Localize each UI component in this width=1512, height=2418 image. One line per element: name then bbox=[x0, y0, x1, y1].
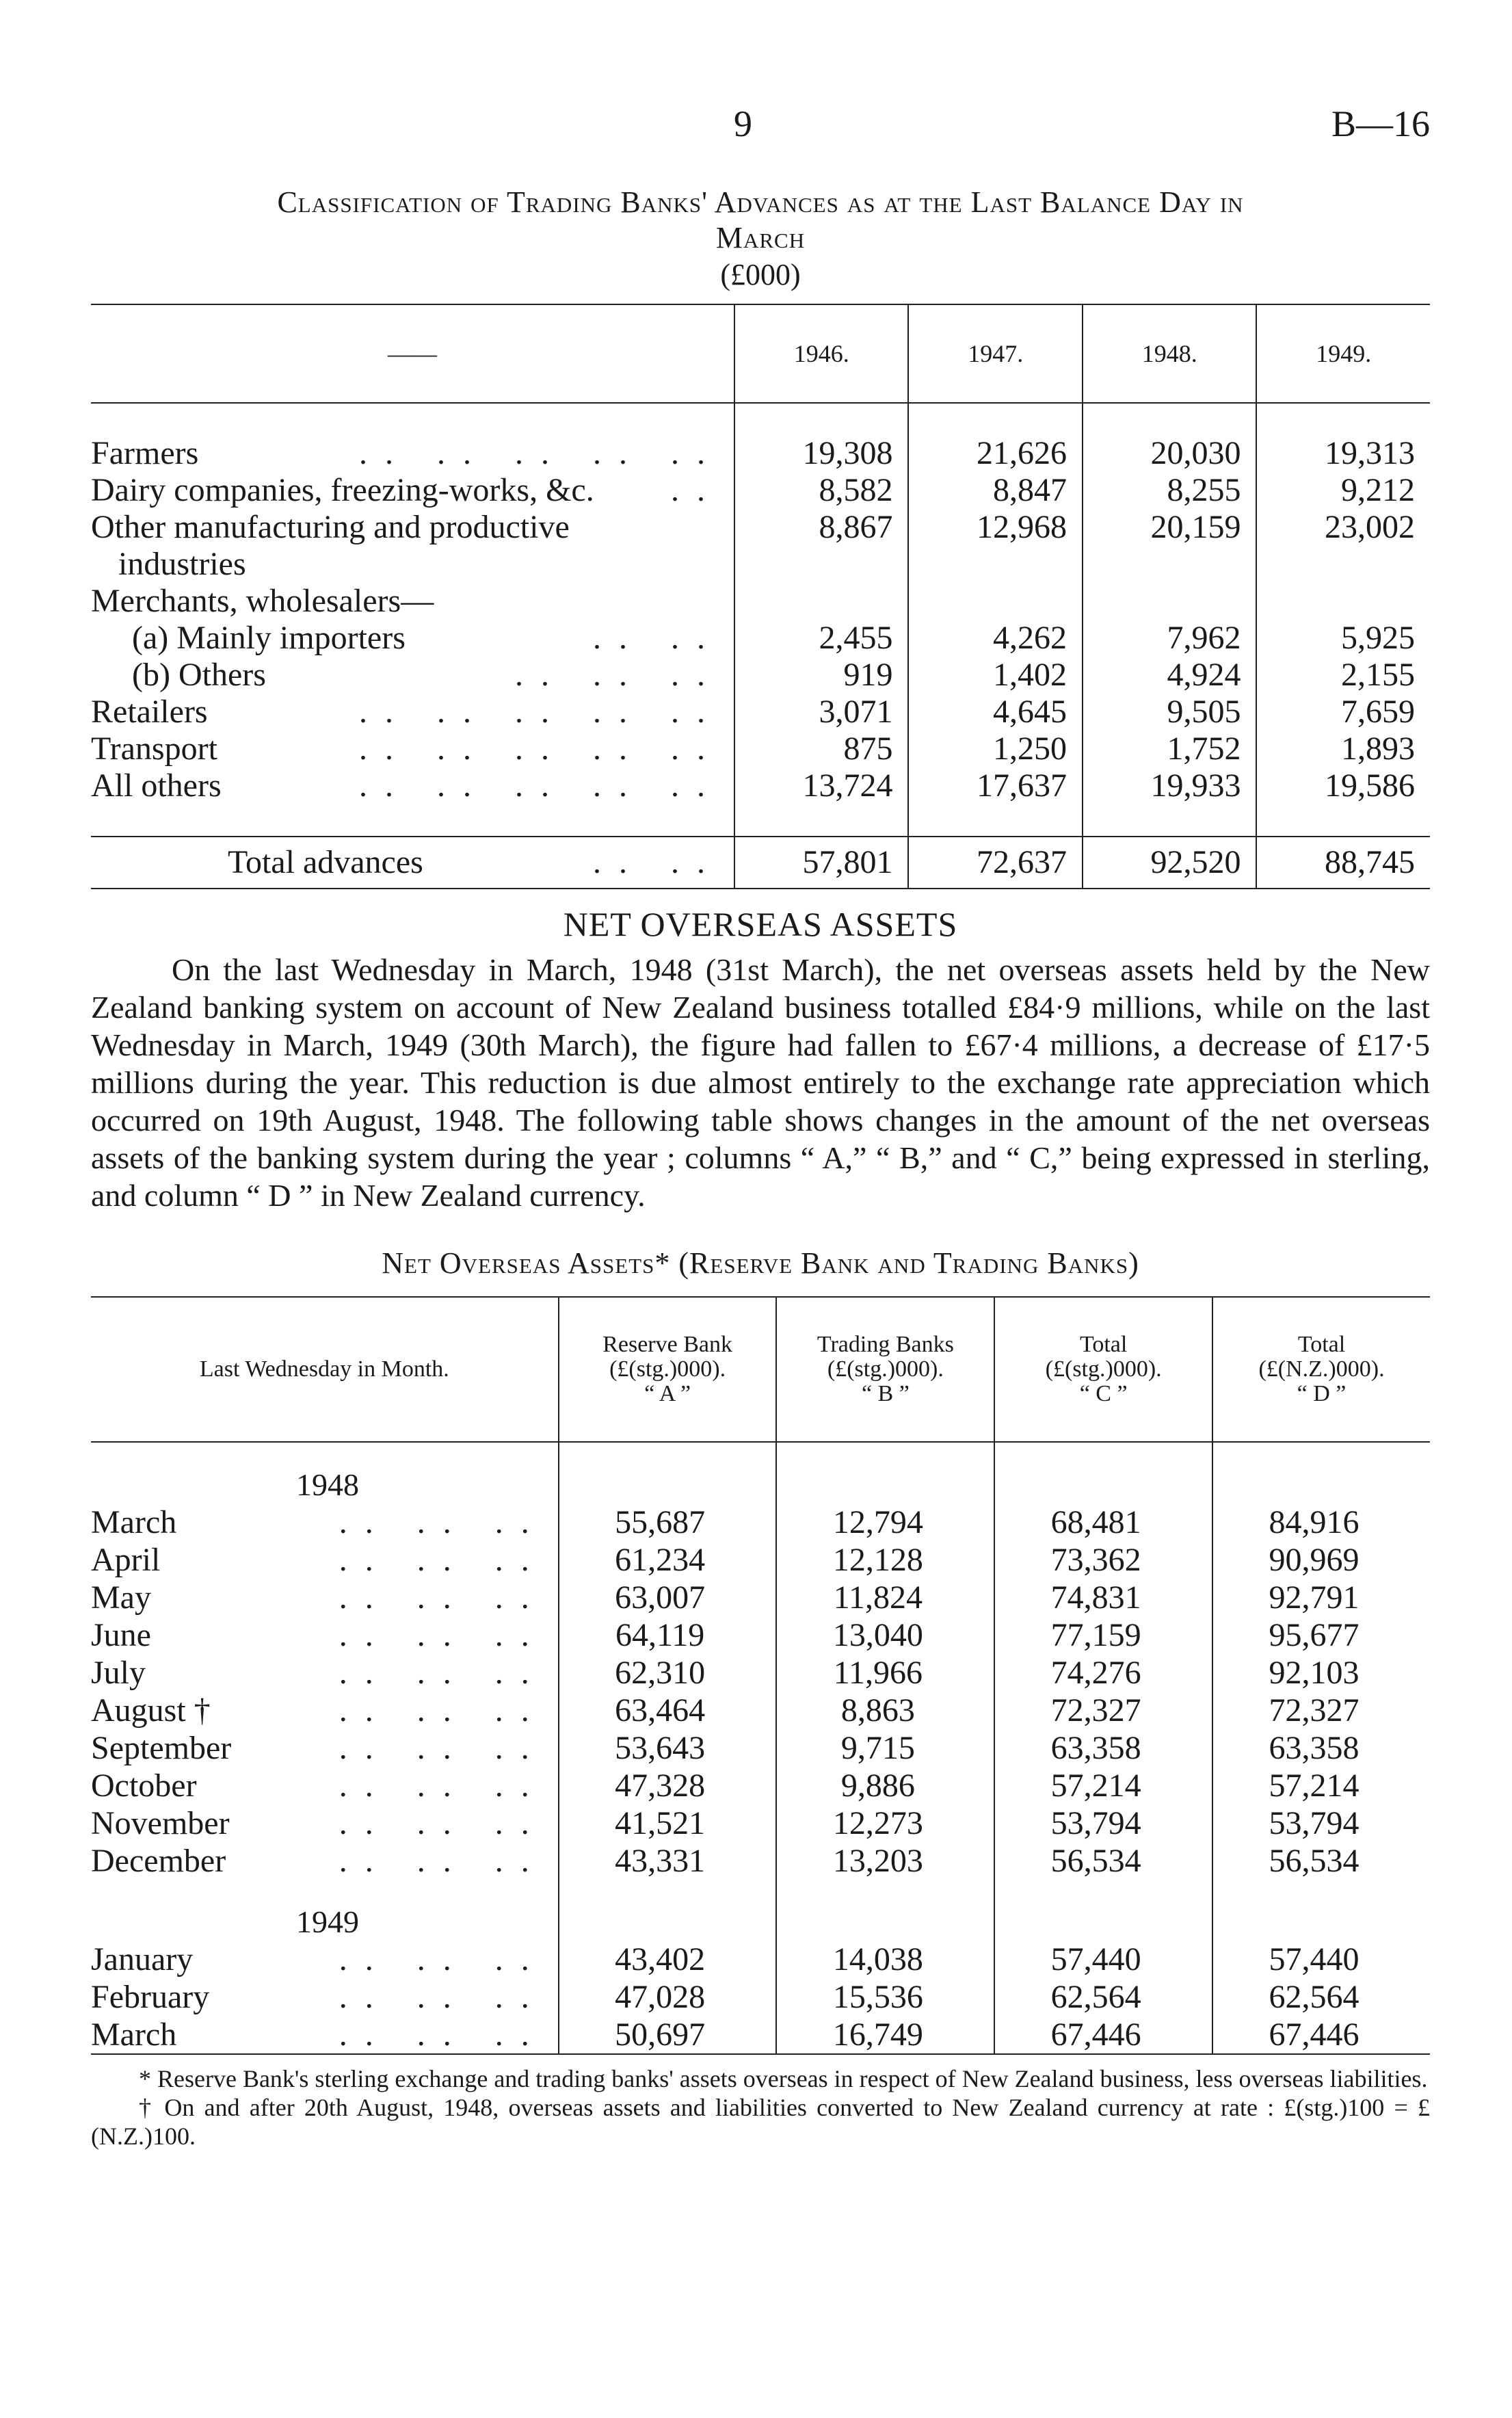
row-label: All others bbox=[91, 767, 222, 804]
cell: 1,402 bbox=[908, 657, 1083, 694]
cell: 90,969 bbox=[1212, 1541, 1430, 1579]
page-number: 9 bbox=[734, 103, 752, 144]
col-total-stg bbox=[994, 1297, 1212, 1442]
cell: 72,327 bbox=[994, 1692, 1212, 1729]
cell: 1,893 bbox=[1256, 731, 1430, 767]
cell: 12,968 bbox=[908, 509, 1083, 546]
cell: 67,446 bbox=[1212, 2016, 1430, 2054]
table-row: (a) Mainly importers .. .. 2,455 4,262 7,962 5,925 bbox=[91, 620, 1430, 657]
cell: 43,402 bbox=[559, 1941, 777, 1978]
cell: 53,794 bbox=[1212, 1804, 1430, 1842]
cell: 8,863 bbox=[776, 1692, 994, 1729]
cell: 8,582 bbox=[734, 472, 909, 509]
cell: 77,159 bbox=[994, 1616, 1212, 1654]
month-label: December bbox=[91, 1843, 226, 1879]
table-row bbox=[91, 509, 1430, 546]
assets-stub-header: Last Wednesday in Month. bbox=[91, 1297, 559, 1442]
body-paragraph: On the last Wednesday in March, 1948 (31st March), the net overseas assets held by the New Zealand banking system on account of New Zealand business totalled £84·9 millions, while on the last Wednesday in March, 1949 (30th March), the figure had fallen to £67·4 millions, a decrease of £17·5 millions during the year. This reduction is due almost entirely to the exchange rate appreciation which occurred on 19th August, 1948. The following table shows changes in the amount of the net overseas assets of the banking system during the year ; columns “ A,” “ B,” and “ C,” being expressed in sterling, and column “ D ” in New Zealand currency. bbox=[91, 952, 1430, 1213]
col-unit: (£(stg.)000). bbox=[609, 1356, 726, 1382]
table-row: May .. .. .. 63,007 11,824 74,831 92,791 bbox=[91, 1579, 1430, 1616]
col-total-nz bbox=[1212, 1297, 1430, 1442]
cell: 63,464 bbox=[559, 1692, 777, 1729]
cell: 13,040 bbox=[776, 1616, 994, 1654]
advances-table-caption-line2: March bbox=[715, 221, 806, 254]
cell: 74,831 bbox=[994, 1579, 1212, 1616]
year-label: 1948 bbox=[296, 1467, 359, 1502]
cell: 21,626 bbox=[908, 435, 1083, 472]
table-row: August † .. .. .. 63,464 8,863 72,327 72,327 bbox=[91, 1692, 1430, 1729]
table-row: January .. .. .. 43,402 14,038 57,440 57,440 bbox=[91, 1941, 1430, 1978]
page-header bbox=[91, 0, 1430, 185]
advances-col-1947: 1947. bbox=[908, 304, 1083, 403]
table-row bbox=[91, 583, 1430, 620]
cell: 92,103 bbox=[1212, 1654, 1430, 1692]
cell: 1,752 bbox=[1083, 731, 1257, 767]
table-row bbox=[91, 546, 1430, 583]
cell: 3,071 bbox=[734, 694, 909, 731]
assets-table-caption: Net Overseas Assets* (Reserve Bank and Trading Banks) bbox=[382, 1246, 1139, 1280]
year-label: 1949 bbox=[296, 1904, 359, 1939]
advances-stub-header: —— bbox=[91, 304, 734, 403]
cell: 50,697 bbox=[559, 2016, 777, 2054]
col-letter: “ D ” bbox=[1297, 1381, 1347, 1406]
cell: 23,002 bbox=[1256, 509, 1430, 546]
cell: 95,677 bbox=[1212, 1616, 1430, 1654]
cell: 7,962 bbox=[1083, 620, 1257, 657]
row-label: Merchants, wholesalers— bbox=[91, 583, 434, 619]
cell: 4,645 bbox=[908, 694, 1083, 731]
cell: 41,521 bbox=[559, 1804, 777, 1842]
col-unit: (£(stg.)000). bbox=[827, 1356, 944, 1382]
year-row bbox=[91, 1442, 1430, 1503]
cell: 19,933 bbox=[1083, 767, 1257, 804]
cell: 56,534 bbox=[1212, 1842, 1430, 1880]
month-label: February bbox=[91, 1979, 210, 2015]
cell: 64,119 bbox=[559, 1616, 777, 1654]
table-row: July .. .. .. 62,310 11,966 74,276 92,103 bbox=[91, 1654, 1430, 1692]
cell: 19,586 bbox=[1256, 767, 1430, 804]
cell: 9,505 bbox=[1083, 694, 1257, 731]
cell: 919 bbox=[734, 657, 909, 694]
col-unit: (£(N.Z.)000). bbox=[1258, 1356, 1385, 1382]
document-reference: B—16 bbox=[1331, 103, 1430, 144]
cell: 68,481 bbox=[994, 1503, 1212, 1541]
month-label: January bbox=[91, 1941, 194, 1977]
month-label: August † bbox=[91, 1692, 211, 1729]
total-cell: 72,637 bbox=[908, 837, 1083, 889]
cell: 63,358 bbox=[994, 1729, 1212, 1767]
cell: 4,924 bbox=[1083, 657, 1257, 694]
cell: 8,255 bbox=[1083, 472, 1257, 509]
cell: 12,128 bbox=[776, 1541, 994, 1579]
cell: 1,250 bbox=[908, 731, 1083, 767]
advances-header-row bbox=[91, 304, 1430, 403]
cell: 16,749 bbox=[776, 2016, 994, 2054]
col-title: Reserve Bank bbox=[602, 1332, 732, 1357]
cell: 17,637 bbox=[908, 767, 1083, 804]
advances-col-1949: 1949. bbox=[1256, 304, 1430, 403]
table-row: All others .. .. .. .. .. 13,724 17,637 19,933 19,586 bbox=[91, 767, 1430, 804]
table-row: March .. .. .. 55,687 12,794 68,481 84,916 bbox=[91, 1503, 1430, 1541]
cell: 2,455 bbox=[734, 620, 909, 657]
cell: 43,331 bbox=[559, 1842, 777, 1880]
col-reserve-bank bbox=[559, 1297, 777, 1442]
table-row: September .. .. .. 53,643 9,715 63,358 63,358 bbox=[91, 1729, 1430, 1767]
month-label: November bbox=[91, 1805, 230, 1841]
cell: 74,276 bbox=[994, 1654, 1212, 1692]
cell: 12,794 bbox=[776, 1503, 994, 1541]
advances-table-caption: Classification of Trading Banks' Advances as at the Last Balance Day in bbox=[277, 185, 1244, 219]
row-label: Dairy companies, freezing-works, &c. bbox=[91, 472, 594, 508]
cell: 62,564 bbox=[1212, 1978, 1430, 2016]
cell: 62,564 bbox=[994, 1978, 1212, 2016]
cell: 73,362 bbox=[994, 1541, 1212, 1579]
cell: 9,715 bbox=[776, 1729, 994, 1767]
total-cell: 92,520 bbox=[1083, 837, 1257, 889]
advances-table-unit: (£000) bbox=[720, 258, 801, 291]
month-label: September bbox=[91, 1730, 232, 1766]
cell: 9,212 bbox=[1256, 472, 1430, 509]
month-label: March bbox=[91, 1504, 177, 1540]
cell: 9,886 bbox=[776, 1767, 994, 1804]
table-row: October .. .. .. 47,328 9,886 57,214 57,214 bbox=[91, 1767, 1430, 1804]
month-label: October bbox=[91, 1767, 197, 1804]
cell: 11,966 bbox=[776, 1654, 994, 1692]
table-row: November .. .. .. 41,521 12,273 53,794 53,794 bbox=[91, 1804, 1430, 1842]
section-title: NET OVERSEAS ASSETS bbox=[563, 905, 958, 943]
cell: 14,038 bbox=[776, 1941, 994, 1978]
row-label: (a) Mainly importers bbox=[132, 620, 406, 656]
cell: 63,358 bbox=[1212, 1729, 1430, 1767]
cell: 92,791 bbox=[1212, 1579, 1430, 1616]
cell: 47,028 bbox=[559, 1978, 777, 2016]
cell: 53,643 bbox=[559, 1729, 777, 1767]
advances-col-1946: 1946. bbox=[734, 304, 909, 403]
cell: 875 bbox=[734, 731, 909, 767]
cell: 19,308 bbox=[734, 435, 909, 472]
cell: 57,440 bbox=[994, 1941, 1212, 1978]
footnotes bbox=[91, 2064, 1430, 2151]
cell: 13,203 bbox=[776, 1842, 994, 1880]
cell: 53,794 bbox=[994, 1804, 1212, 1842]
cell: 63,007 bbox=[559, 1579, 777, 1616]
table-row: (b) Others .. .. .. 919 1,402 4,924 2,155 bbox=[91, 657, 1430, 694]
total-label: Total advances bbox=[228, 844, 423, 880]
col-trading-banks bbox=[776, 1297, 994, 1442]
table-row: April .. .. .. 61,234 12,128 73,362 90,969 bbox=[91, 1541, 1430, 1579]
cell: 11,824 bbox=[776, 1579, 994, 1616]
row-label: (b) Others bbox=[132, 657, 266, 693]
cell: 20,030 bbox=[1083, 435, 1257, 472]
month-label: July bbox=[91, 1655, 146, 1691]
col-letter: “ C ” bbox=[1079, 1381, 1128, 1406]
cell: 8,867 bbox=[734, 509, 909, 546]
table-row: June .. .. .. 64,119 13,040 77,159 95,677 bbox=[91, 1616, 1430, 1654]
cell: 84,916 bbox=[1212, 1503, 1430, 1541]
cell: 57,214 bbox=[1212, 1767, 1430, 1804]
row-label: Other manufacturing and productive bbox=[91, 509, 570, 545]
cell: 13,724 bbox=[734, 767, 909, 804]
cell: 19,313 bbox=[1256, 435, 1430, 472]
month-label: June bbox=[91, 1617, 151, 1653]
cell: 5,925 bbox=[1256, 620, 1430, 657]
cell: 72,327 bbox=[1212, 1692, 1430, 1729]
table-row: Retailers .. .. .. .. .. 3,071 4,645 9,505 7,659 bbox=[91, 694, 1430, 731]
cell: 8,847 bbox=[908, 472, 1083, 509]
total-cell: 88,745 bbox=[1256, 837, 1430, 889]
table-row: December .. .. .. 43,331 13,203 56,534 56,534 bbox=[91, 1842, 1430, 1880]
cell: 61,234 bbox=[559, 1541, 777, 1579]
assets-body bbox=[91, 1442, 1430, 2054]
table-row: March .. .. .. 50,697 16,749 67,446 67,446 bbox=[91, 2016, 1430, 2054]
cell: 12,273 bbox=[776, 1804, 994, 1842]
cell: 20,159 bbox=[1083, 509, 1257, 546]
footnote-star: * Reserve Bank's sterling exchange and trading banks' assets overseas in respect of New Zealand business, less overseas liabilities. bbox=[139, 2065, 1428, 2092]
row-label: industries bbox=[118, 546, 246, 582]
col-letter: “ B ” bbox=[861, 1381, 910, 1406]
footnote-dagger: † On and after 20th August, 1948, overseas assets and liabilities converted to New Zealand currency at rate : £(stg.)100 = £(N.Z.)100. bbox=[91, 2094, 1430, 2150]
cell: 57,440 bbox=[1212, 1941, 1430, 1978]
cell: 15,536 bbox=[776, 1978, 994, 2016]
cell: 57,214 bbox=[994, 1767, 1212, 1804]
table-row: Dairy companies, freezing-works, &c. .. 8,582 8,847 8,255 9,212 bbox=[91, 472, 1430, 509]
advances-table bbox=[91, 304, 1430, 889]
total-row: Total advances .. .. 57,801 72,637 92,520 88,745 bbox=[91, 837, 1430, 889]
row-label: Retailers bbox=[91, 694, 208, 730]
total-cell: 57,801 bbox=[734, 837, 909, 889]
table-row: Farmers .. .. .. .. .. 19,308 21,626 20,030 19,313 bbox=[91, 435, 1430, 472]
month-label: March bbox=[91, 2016, 177, 2053]
assets-table bbox=[91, 1296, 1430, 2055]
month-label: May bbox=[91, 1579, 151, 1616]
assets-header-row bbox=[91, 1297, 1430, 1442]
row-label: Farmers bbox=[91, 435, 199, 471]
col-unit: (£(stg.)000). bbox=[1045, 1356, 1162, 1382]
cell: 55,687 bbox=[559, 1503, 777, 1541]
year-row bbox=[91, 1880, 1430, 1941]
cell: 7,659 bbox=[1256, 694, 1430, 731]
cell: 47,328 bbox=[559, 1767, 777, 1804]
col-title: Total bbox=[1297, 1332, 1346, 1357]
row-label: Transport bbox=[91, 731, 217, 767]
table-row: February .. .. .. 47,028 15,536 62,564 62,564 bbox=[91, 1978, 1430, 2016]
document-page bbox=[91, 0, 1430, 2151]
col-title: Trading Banks bbox=[817, 1332, 954, 1357]
advances-col-1948: 1948. bbox=[1083, 304, 1257, 403]
cell: 56,534 bbox=[994, 1842, 1212, 1880]
col-letter: “ A ” bbox=[644, 1381, 691, 1406]
cell: 67,446 bbox=[994, 2016, 1212, 2054]
cell: 2,155 bbox=[1256, 657, 1430, 694]
col-title: Total bbox=[1079, 1332, 1128, 1357]
cell: 62,310 bbox=[559, 1654, 777, 1692]
table-row: Transport .. .. .. .. .. 875 1,250 1,752 1,893 bbox=[91, 731, 1430, 767]
cell: 4,262 bbox=[908, 620, 1083, 657]
month-label: April bbox=[91, 1542, 161, 1578]
